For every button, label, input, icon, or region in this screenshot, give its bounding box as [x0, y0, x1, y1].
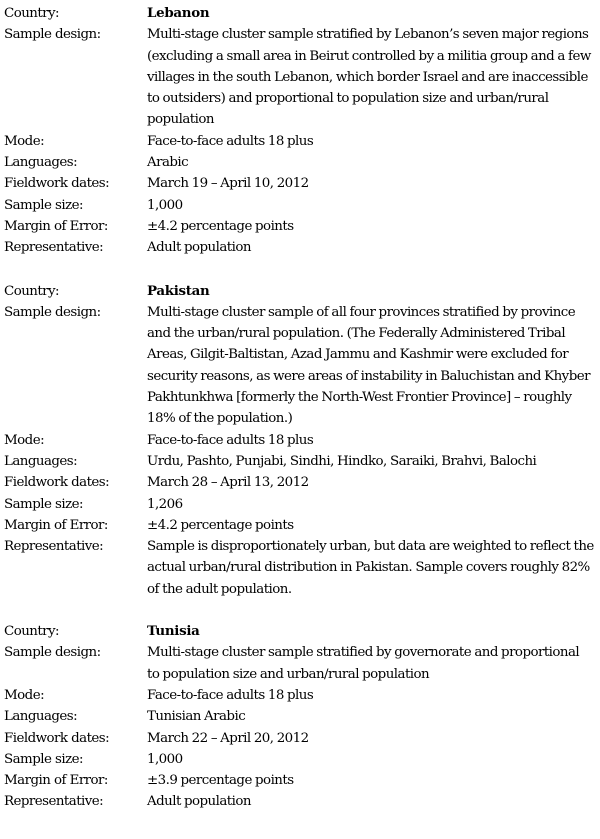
mode-label: Mode:	[4, 687, 45, 703]
representative-label: Representative:	[4, 240, 104, 256]
country-name: Lebanon	[147, 5, 210, 21]
sample-size-row	[4, 195, 600, 216]
country-block-lebanon	[4, 3, 600, 259]
mode-value: Face-to-face adults 18 plus	[147, 432, 314, 448]
country-row	[4, 621, 600, 642]
fieldwork-dates-label: Fieldwork dates:	[4, 475, 110, 491]
country-name: Tunisia	[147, 623, 200, 640]
languages-row	[4, 451, 600, 472]
margin-of-error-value: ±3.9 percentage points	[147, 773, 294, 789]
mode-value: Face-to-face adults 18 plus	[147, 133, 314, 149]
languages-value: Urdu, Pashto, Punjabi, Sindhi, Hindko, Saraiki, Brahvi, Balochi	[147, 453, 537, 469]
country-row	[4, 281, 600, 302]
country-label: Country:	[4, 6, 60, 21]
country-name: Pakistan	[147, 282, 210, 299]
fieldwork-dates-label: Fieldwork dates:	[4, 730, 110, 746]
sample-design-row	[4, 302, 600, 430]
sample-size-label: Sample size:	[4, 197, 83, 213]
languages-value: Arabic	[147, 155, 189, 171]
margin-of-error-row	[4, 515, 600, 536]
sample-design-label: Sample design:	[4, 645, 101, 661]
sample-design-label: Sample design:	[4, 304, 101, 320]
representative-label: Representative:	[4, 794, 104, 810]
country-block-tunisia	[4, 621, 600, 813]
sample-size-value: 1,000	[147, 751, 183, 767]
representative-label: Representative:	[4, 539, 104, 555]
margin-of-error-label: Margin of Error:	[4, 773, 108, 789]
representative-row	[4, 791, 600, 812]
margin-of-error-row	[4, 770, 600, 791]
sample-size-label: Sample size:	[4, 496, 83, 512]
sample-design-label: Sample design:	[4, 27, 101, 43]
mode-label: Mode:	[4, 432, 45, 448]
representative-row	[4, 536, 600, 600]
sample-design-value: Multi-stage cluster sample stratified by Lebanon’s seven major regions (excluding a small area in Beirut controlled by a militia group and a few villages in the south Lebanon, which border Israel and are inaccessible to outsiders) and proportional to population size and urban/rural population	[147, 27, 591, 128]
sample-size-row	[4, 749, 600, 770]
sample-design-value: Multi-stage cluster sample of all four provinces stratified by province and the urban/rural population. (The Federally Administered Tribal Areas, Gilgit-Baltistan, Azad Jammu and Kashmir were excluded for security reasons, as were areas of instability in Baluchistan and Khyber Pakhtunkhwa [formerly the North-West Frontier Province] – roughly 18% of the population.)	[147, 304, 590, 427]
sample-size-value: 1,206	[147, 496, 183, 512]
fieldwork-dates-value: March 22 – April 20, 2012	[147, 730, 309, 746]
mode-label: Mode:	[4, 133, 45, 149]
representative-value: Sample is disproportionately urban, but data are weighted to reflect the actual urban/rural distribution in Pakistan. Sample covers roughly 82% of the adult population.	[147, 539, 594, 597]
fieldwork-dates-value: March 19 – April 10, 2012	[147, 176, 309, 192]
languages-label: Languages:	[4, 453, 78, 469]
languages-value: Tunisian Arabic	[147, 709, 246, 725]
sample-design-row	[4, 642, 600, 685]
sample-design-value: Multi-stage cluster sample stratified by governorate and proportional to population size and urban/rural population	[147, 645, 580, 682]
languages-label: Languages:	[4, 155, 78, 171]
country-label: Country:	[4, 624, 60, 640]
fieldwork-dates-row	[4, 173, 600, 194]
mode-value: Face-to-face adults 18 plus	[147, 687, 314, 703]
representative-value: Adult population	[147, 794, 251, 810]
country-label: Country:	[4, 283, 60, 299]
languages-row	[4, 152, 600, 173]
fieldwork-dates-value: March 28 – April 13, 2012	[147, 475, 309, 491]
representative-row	[4, 237, 600, 258]
margin-of-error-label: Margin of Error:	[4, 218, 108, 234]
survey-methodology-document	[4, 3, 600, 813]
mode-row	[4, 685, 600, 706]
fieldwork-dates-label: Fieldwork dates:	[4, 176, 110, 192]
representative-value: Adult population	[147, 240, 251, 256]
fieldwork-dates-row	[4, 728, 600, 749]
sample-size-value: 1,000	[147, 197, 183, 213]
fieldwork-dates-row	[4, 472, 600, 493]
sample-size-label: Sample size:	[4, 751, 83, 767]
languages-label: Languages:	[4, 709, 78, 725]
margin-of-error-label: Margin of Error:	[4, 517, 108, 533]
sample-design-row	[4, 24, 600, 130]
margin-of-error-value: ±4.2 percentage points	[147, 218, 294, 234]
country-block-pakistan	[4, 281, 600, 600]
margin-of-error-row	[4, 216, 600, 237]
sample-size-row	[4, 494, 600, 515]
country-row	[4, 3, 600, 24]
mode-row	[4, 430, 600, 451]
margin-of-error-value: ±4.2 percentage points	[147, 517, 294, 533]
mode-row	[4, 131, 600, 152]
languages-row	[4, 706, 600, 727]
